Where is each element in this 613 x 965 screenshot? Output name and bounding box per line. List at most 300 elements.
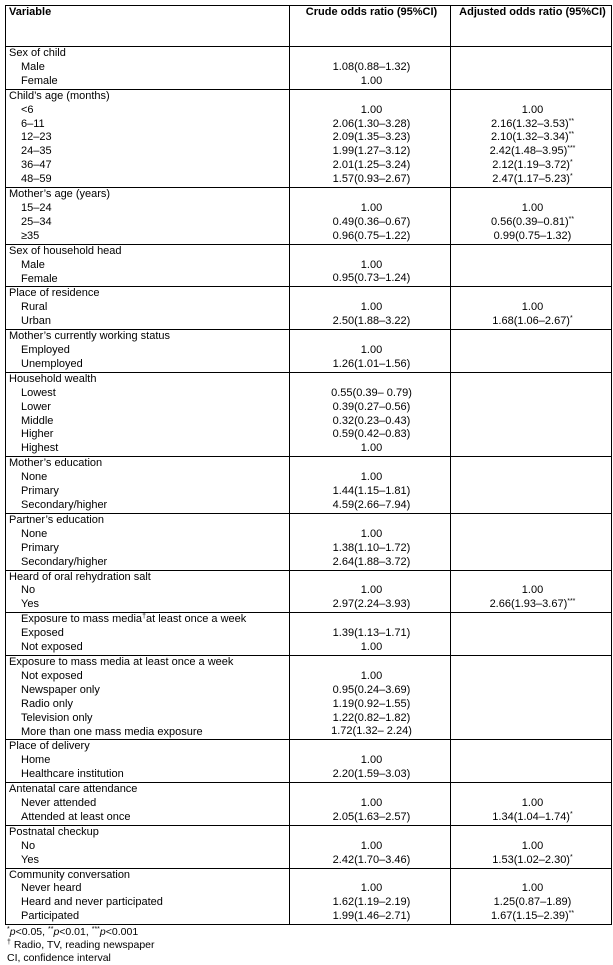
adjusted-or-value: 1.34(1.04–1.74) bbox=[492, 810, 570, 823]
crude-or-value: 2.06(1.30–3.28) bbox=[332, 117, 411, 130]
adjusted-or-line bbox=[454, 75, 611, 89]
section-title-text: Mother’s education bbox=[9, 457, 103, 470]
table-section bbox=[6, 188, 612, 245]
row-label: Attended at least once bbox=[21, 810, 131, 823]
adjusted-or-value: 1.00 bbox=[521, 882, 544, 895]
crude-or-cell bbox=[290, 513, 451, 570]
row-label: Primary bbox=[21, 485, 59, 498]
table-section bbox=[6, 244, 612, 287]
adjusted-or-line bbox=[454, 301, 611, 315]
adjusted-or-line bbox=[454, 131, 611, 145]
adjusted-or-line bbox=[454, 528, 611, 542]
adjusted-or-value: 1.00 bbox=[521, 201, 544, 214]
row-label: Male bbox=[21, 60, 45, 73]
blank-line bbox=[293, 571, 450, 585]
adjusted-or-cell bbox=[451, 513, 612, 570]
dagger-text: Radio, TV, reading newspaper bbox=[13, 939, 155, 952]
header-variable: Variable bbox=[6, 6, 290, 47]
row-label: Lower bbox=[21, 400, 51, 413]
section-title-text: Community conversation bbox=[9, 868, 131, 881]
adjusted-or-cell bbox=[451, 287, 612, 330]
footnote-threshold: <0.001 bbox=[105, 926, 139, 939]
section-title bbox=[9, 826, 289, 840]
crude-or-value: 1.00 bbox=[360, 258, 383, 271]
crude-or-cell bbox=[290, 47, 451, 90]
table-section bbox=[6, 513, 612, 570]
significance-marker: * bbox=[569, 173, 573, 181]
crude-or-cell bbox=[290, 868, 451, 925]
adjusted-or-cell bbox=[451, 825, 612, 868]
blank-line bbox=[293, 740, 450, 754]
row-label: Healthcare institution bbox=[21, 768, 124, 781]
blank-line bbox=[293, 783, 450, 797]
blank-line bbox=[293, 188, 450, 202]
adjusted-or-line bbox=[454, 485, 611, 499]
row-label: 15–24 bbox=[21, 201, 52, 214]
row-label: Employed bbox=[21, 344, 70, 357]
row-label: <6 bbox=[21, 103, 34, 116]
blank-line bbox=[454, 826, 611, 840]
crude-or-value: 1.00 bbox=[360, 669, 383, 682]
crude-or-value: 1.00 bbox=[360, 584, 383, 597]
footnotes bbox=[5, 926, 611, 965]
adjusted-or-cell bbox=[451, 47, 612, 90]
row-label: Newspaper only bbox=[21, 683, 100, 696]
row-label: Rural bbox=[21, 301, 48, 314]
blank-line bbox=[293, 656, 450, 670]
crude-or-cell bbox=[290, 89, 451, 187]
variable-cell bbox=[6, 287, 290, 330]
section-title-text: Mother’s age (years) bbox=[9, 188, 111, 201]
adjusted-or-line bbox=[454, 684, 611, 698]
adjusted-or-cell bbox=[451, 868, 612, 925]
row-label: Heard and never participated bbox=[21, 896, 163, 909]
table-section bbox=[6, 570, 612, 613]
row-label: Highest bbox=[21, 442, 59, 455]
crude-or-value: 1.00 bbox=[360, 344, 383, 357]
adjusted-or-value: 2.42(1.48–3.95) bbox=[489, 145, 568, 158]
footnote-ci: CI, confidence interval bbox=[7, 952, 111, 965]
crude-or-value: 2.20(1.59–3.03) bbox=[332, 768, 411, 781]
row-label: Female bbox=[21, 74, 58, 87]
crude-or-value: 1.26(1.01–1.56) bbox=[332, 357, 411, 370]
crude-or-value: 0.95(0.73–1.24) bbox=[332, 272, 411, 285]
adjusted-or-line bbox=[454, 315, 611, 329]
table-section bbox=[6, 740, 612, 783]
adjusted-or-value: 1.67(1.15–2.39) bbox=[490, 910, 569, 923]
adjusted-or-value: 1.68(1.06–2.67) bbox=[492, 315, 570, 328]
crude-or-value: 2.09(1.35–3.23) bbox=[332, 131, 411, 144]
row-label: 6–11 bbox=[21, 117, 45, 130]
crude-or-value: 1.00 bbox=[360, 797, 383, 810]
adjusted-or-line bbox=[454, 415, 611, 429]
crude-or-value: 1.00 bbox=[360, 754, 383, 767]
blank-line bbox=[454, 869, 611, 883]
row-label: Television only bbox=[21, 711, 93, 724]
adjusted-or-line bbox=[454, 627, 611, 641]
crude-or-cell bbox=[290, 287, 451, 330]
row-label: More than one mass media exposure bbox=[21, 725, 203, 738]
table-section bbox=[6, 372, 612, 456]
row-label: None bbox=[21, 471, 48, 484]
crude-or-value: 0.95(0.24–3.69) bbox=[332, 683, 411, 696]
adjusted-or-line bbox=[454, 754, 611, 768]
footnote-threshold: <0.05 bbox=[15, 926, 43, 939]
blank-line bbox=[293, 47, 450, 61]
crude-or-cell bbox=[290, 825, 451, 868]
blank-line bbox=[454, 245, 611, 259]
adjusted-or-line bbox=[454, 61, 611, 75]
variable-cell bbox=[6, 570, 290, 613]
row-label: Primary bbox=[21, 541, 59, 554]
crude-or-value: 1.19(0.92–1.55) bbox=[332, 697, 411, 710]
row-label: No bbox=[21, 839, 36, 852]
crude-or-value: 1.00 bbox=[360, 882, 383, 895]
section-title bbox=[9, 245, 289, 259]
section-title bbox=[9, 514, 289, 528]
adjusted-or-line bbox=[454, 641, 611, 655]
blank-line bbox=[293, 869, 450, 883]
adjusted-or-line bbox=[454, 471, 611, 485]
crude-or-value: 0.59(0.42–0.83) bbox=[332, 428, 411, 441]
adjusted-or-line bbox=[454, 768, 611, 782]
crude-or-cell bbox=[290, 188, 451, 245]
footnote-p: p bbox=[53, 926, 60, 939]
row-label: Middle bbox=[21, 414, 54, 427]
row-label: Yes bbox=[21, 598, 39, 611]
section-title-text: Sex of child bbox=[9, 47, 66, 59]
blank-line bbox=[293, 287, 450, 301]
blank-line bbox=[293, 90, 450, 104]
footnote-stars: *** bbox=[91, 926, 100, 934]
row-label: Participated bbox=[21, 910, 80, 923]
crude-or-value: 1.08(0.88–1.32) bbox=[332, 60, 411, 73]
adjusted-or-cell bbox=[451, 244, 612, 287]
section-title bbox=[9, 287, 289, 301]
footnote-significance: *p<0.05, **p<0.01, ***p<0.001 bbox=[7, 926, 139, 939]
blank-line bbox=[454, 373, 611, 387]
adjusted-or-line bbox=[454, 797, 611, 811]
adjusted-or-line bbox=[454, 584, 611, 598]
variable-cell bbox=[6, 783, 290, 826]
section-title bbox=[9, 656, 289, 670]
adjusted-or-line bbox=[454, 259, 611, 273]
blank-line bbox=[293, 373, 450, 387]
adjusted-or-value: 2.10(1.32–3.34) bbox=[490, 131, 569, 144]
significance-marker: ** bbox=[568, 131, 575, 139]
variable-cell bbox=[6, 188, 290, 245]
section-title bbox=[9, 188, 289, 202]
adjusted-or-value: 2.66(1.93–3.67) bbox=[489, 598, 568, 611]
adjusted-or-line bbox=[454, 542, 611, 556]
adjusted-or-cell bbox=[451, 188, 612, 245]
section-title-text: Place of residence bbox=[9, 287, 100, 300]
adjusted-or-cell bbox=[451, 330, 612, 373]
row-label: Higher bbox=[21, 428, 54, 441]
row-label: 12–23 bbox=[21, 131, 52, 144]
variable-cell bbox=[6, 89, 290, 187]
blank-line bbox=[454, 571, 611, 585]
crude-or-value: 1.62(1.19–2.19) bbox=[332, 896, 411, 909]
row-label: Exposed bbox=[21, 627, 64, 640]
table-section bbox=[6, 330, 612, 373]
adjusted-or-value: 2.47(1.17–5.23) bbox=[492, 173, 570, 186]
adjusted-or-line bbox=[454, 840, 611, 854]
crude-or-cell bbox=[290, 372, 451, 456]
crude-or-value: 0.39(0.27–0.56) bbox=[332, 400, 411, 413]
adjusted-or-line bbox=[454, 344, 611, 358]
crude-or-value: 1.72(1.32– 2.24) bbox=[331, 725, 412, 738]
adjusted-or-cell bbox=[451, 740, 612, 783]
table-section bbox=[6, 783, 612, 826]
blank-line bbox=[293, 514, 450, 528]
section-title-text: Postnatal checkup bbox=[9, 825, 99, 838]
section-title bbox=[9, 47, 289, 61]
significance-marker: *** bbox=[567, 145, 576, 153]
crude-or-value: 2.50(1.88–3.22) bbox=[332, 315, 411, 328]
crude-or-value: 1.00 bbox=[360, 839, 383, 852]
row-label: 48–59 bbox=[21, 173, 52, 186]
row-label: Radio only bbox=[21, 697, 73, 710]
crude-or-cell bbox=[290, 457, 451, 514]
table-section bbox=[6, 613, 612, 656]
row-label: Lowest bbox=[21, 386, 56, 399]
blank-line bbox=[454, 457, 611, 471]
section-title bbox=[9, 571, 289, 585]
adjusted-or-line bbox=[454, 272, 611, 286]
adjusted-or-value: 0.99(0.75–1.32) bbox=[493, 229, 572, 242]
footnote-p: p bbox=[9, 926, 16, 939]
adjusted-or-cell bbox=[451, 457, 612, 514]
footnote-stars: * bbox=[7, 926, 10, 934]
blank-line bbox=[454, 514, 611, 528]
section-title bbox=[9, 457, 289, 471]
adjusted-or-cell bbox=[451, 372, 612, 456]
adjusted-or-cell bbox=[451, 613, 612, 656]
adjusted-or-cell bbox=[451, 655, 612, 739]
blank-line bbox=[293, 826, 450, 840]
adjusted-or-value: 1.00 bbox=[521, 839, 544, 852]
variable-cell bbox=[6, 655, 290, 739]
adjusted-or-line bbox=[454, 401, 611, 415]
footnote-p: p bbox=[99, 926, 106, 939]
crude-or-value: 2.42(1.70–3.46) bbox=[332, 853, 411, 866]
crude-or-value: 1.22(0.82–1.82) bbox=[332, 711, 411, 724]
crude-or-value: 2.05(1.63–2.57) bbox=[332, 810, 411, 823]
adjusted-or-line bbox=[454, 104, 611, 118]
table-section bbox=[6, 825, 612, 868]
table-section bbox=[6, 868, 612, 925]
section-title-text: Place of delivery bbox=[9, 740, 90, 753]
section-title-text: Partner’s education bbox=[9, 513, 104, 526]
table-body bbox=[6, 47, 612, 925]
header-crude-or: Crude odds ratio (95%CI) bbox=[290, 6, 451, 47]
adjusted-or-line bbox=[454, 202, 611, 216]
row-label: No bbox=[21, 584, 36, 597]
row-label: Male bbox=[21, 258, 45, 271]
adjusted-or-value: 1.25(0.87–1.89) bbox=[493, 896, 572, 909]
section-title-text: Heard of oral rehydration salt bbox=[9, 570, 151, 583]
adjusted-or-cell bbox=[451, 89, 612, 187]
variable-cell bbox=[6, 330, 290, 373]
variable-cell bbox=[6, 868, 290, 925]
blank-line bbox=[454, 47, 611, 61]
crude-or-value: 2.01(1.25–3.24) bbox=[332, 159, 411, 172]
adjusted-or-line bbox=[454, 159, 611, 173]
adjusted-or-line bbox=[454, 670, 611, 684]
adjusted-or-line bbox=[454, 725, 611, 739]
adjusted-or-line bbox=[454, 216, 611, 230]
crude-or-value: 1.00 bbox=[360, 442, 383, 455]
variable-cell bbox=[6, 513, 290, 570]
row-label: Not exposed bbox=[21, 669, 83, 682]
dagger-mark: † bbox=[142, 613, 146, 621]
variable-cell bbox=[6, 740, 290, 783]
section-title-text: Child’s age (months) bbox=[9, 89, 110, 102]
section-title bbox=[9, 373, 289, 387]
row-label: Secondary/higher bbox=[21, 555, 108, 568]
crude-or-value: 1.00 bbox=[360, 301, 383, 314]
crude-or-cell bbox=[290, 570, 451, 613]
blank-line bbox=[454, 740, 611, 754]
crude-or-cell bbox=[290, 330, 451, 373]
adjusted-or-line bbox=[454, 499, 611, 513]
adjusted-or-value: 0.56(0.39–0.81) bbox=[490, 215, 569, 228]
row-label: Urban bbox=[21, 315, 51, 328]
table-section bbox=[6, 287, 612, 330]
significance-marker: ** bbox=[568, 910, 575, 918]
table-section bbox=[6, 89, 612, 187]
adjusted-or-line bbox=[454, 118, 611, 132]
significance-marker: ** bbox=[568, 117, 575, 125]
section-title bbox=[9, 90, 289, 104]
table-section bbox=[6, 655, 612, 739]
crude-or-cell bbox=[290, 655, 451, 739]
variable-cell bbox=[6, 244, 290, 287]
footnote-dagger bbox=[7, 939, 611, 952]
crude-or-value: 1.00 bbox=[360, 527, 383, 540]
crude-or-value: 2.97(2.24–3.93) bbox=[332, 598, 411, 611]
section-title-text: Exposure to mass media bbox=[21, 613, 143, 626]
crude-or-value: 1.00 bbox=[360, 74, 383, 87]
blank-line bbox=[454, 287, 611, 301]
section-title-text: Sex of household head bbox=[9, 244, 122, 257]
crude-or-cell bbox=[290, 244, 451, 287]
blank-line bbox=[293, 245, 450, 259]
table-section bbox=[6, 457, 612, 514]
adjusted-or-value: 2.12(1.19–3.72) bbox=[492, 159, 570, 172]
adjusted-or-cell bbox=[451, 783, 612, 826]
row-label: None bbox=[21, 527, 48, 540]
adjusted-or-line bbox=[454, 811, 611, 825]
adjusted-or-cell bbox=[451, 570, 612, 613]
section-title-suffix: at least once a week bbox=[145, 613, 247, 626]
header-adjusted-or: Adjusted odds ratio (95%CI) bbox=[451, 6, 612, 47]
adjusted-or-value: 1.00 bbox=[521, 584, 544, 597]
blank-line bbox=[454, 613, 611, 627]
adjusted-or-line bbox=[454, 882, 611, 896]
row-label: Unemployed bbox=[21, 357, 83, 370]
crude-or-value: 0.96(0.75–1.22) bbox=[332, 229, 411, 242]
row-label: Female bbox=[21, 272, 58, 285]
crude-or-value: 1.44(1.15–1.81) bbox=[332, 485, 411, 498]
adjusted-or-line bbox=[454, 598, 611, 612]
row-label: Secondary/higher bbox=[21, 499, 108, 511]
dagger-mark: † bbox=[7, 939, 11, 947]
significance-marker: *** bbox=[567, 598, 576, 606]
section-title bbox=[9, 869, 289, 883]
section-title-text: Household wealth bbox=[9, 372, 97, 385]
adjusted-or-value: 1.00 bbox=[521, 103, 544, 116]
odds-ratio-table bbox=[5, 5, 612, 925]
adjusted-or-line bbox=[454, 712, 611, 726]
crude-or-value: 4.59(2.66–7.94) bbox=[332, 498, 411, 511]
significance-marker: * bbox=[569, 810, 573, 818]
blank-line bbox=[454, 656, 611, 670]
crude-or-value: 0.49(0.36–0.67) bbox=[332, 215, 411, 228]
variable-cell bbox=[6, 613, 290, 656]
section-title bbox=[9, 613, 289, 627]
significance-marker: * bbox=[569, 315, 573, 323]
adjusted-or-line bbox=[454, 910, 611, 924]
blank-line bbox=[293, 613, 450, 627]
section-title bbox=[9, 330, 289, 344]
row-label: 24–35 bbox=[21, 145, 52, 158]
crude-or-cell bbox=[290, 740, 451, 783]
adjusted-or-line bbox=[454, 428, 611, 442]
variable-cell bbox=[6, 825, 290, 868]
crude-or-value: 1.00 bbox=[360, 201, 383, 214]
adjusted-or-line bbox=[454, 896, 611, 910]
adjusted-or-value: 1.00 bbox=[521, 301, 544, 314]
crude-or-value: 1.99(1.46–2.71) bbox=[332, 910, 411, 923]
section-title bbox=[9, 740, 289, 754]
row-label: 25–34 bbox=[21, 215, 52, 228]
crude-or-cell bbox=[290, 613, 451, 656]
row-label: Home bbox=[21, 754, 51, 767]
section-title-text: Exposure to mass media at least once a week bbox=[9, 655, 234, 668]
crude-or-value: 1.57(0.93–2.67) bbox=[332, 173, 411, 186]
significance-marker: * bbox=[569, 853, 573, 861]
adjusted-or-value: 1.00 bbox=[521, 797, 544, 810]
crude-or-value: 1.00 bbox=[360, 471, 383, 484]
crude-or-value: 1.39(1.13–1.71) bbox=[332, 627, 411, 640]
variable-cell bbox=[6, 372, 290, 456]
table-header-row bbox=[6, 6, 612, 47]
crude-or-value: 2.64(1.88–3.72) bbox=[332, 555, 411, 568]
section-title bbox=[9, 783, 289, 797]
row-label: Never attended bbox=[21, 797, 97, 810]
adjusted-or-line bbox=[454, 854, 611, 868]
adjusted-or-line bbox=[454, 442, 611, 456]
significance-marker: * bbox=[569, 159, 573, 167]
crude-or-value: 1.38(1.10–1.72) bbox=[332, 541, 411, 554]
adjusted-or-line bbox=[454, 145, 611, 159]
crude-or-value: 1.00 bbox=[360, 641, 383, 654]
blank-line bbox=[454, 330, 611, 344]
variable-cell bbox=[6, 47, 290, 90]
blank-line bbox=[454, 90, 611, 104]
adjusted-or-value: 2.16(1.32–3.53) bbox=[490, 117, 569, 130]
row-label: Not exposed bbox=[21, 641, 83, 654]
row-label: 36–47 bbox=[21, 159, 52, 172]
adjusted-or-line bbox=[454, 358, 611, 372]
table-wrapper bbox=[5, 5, 611, 965]
blank-line bbox=[293, 330, 450, 344]
variable-cell bbox=[6, 457, 290, 514]
row-label: ≥35 bbox=[21, 229, 40, 242]
table-section bbox=[6, 47, 612, 90]
